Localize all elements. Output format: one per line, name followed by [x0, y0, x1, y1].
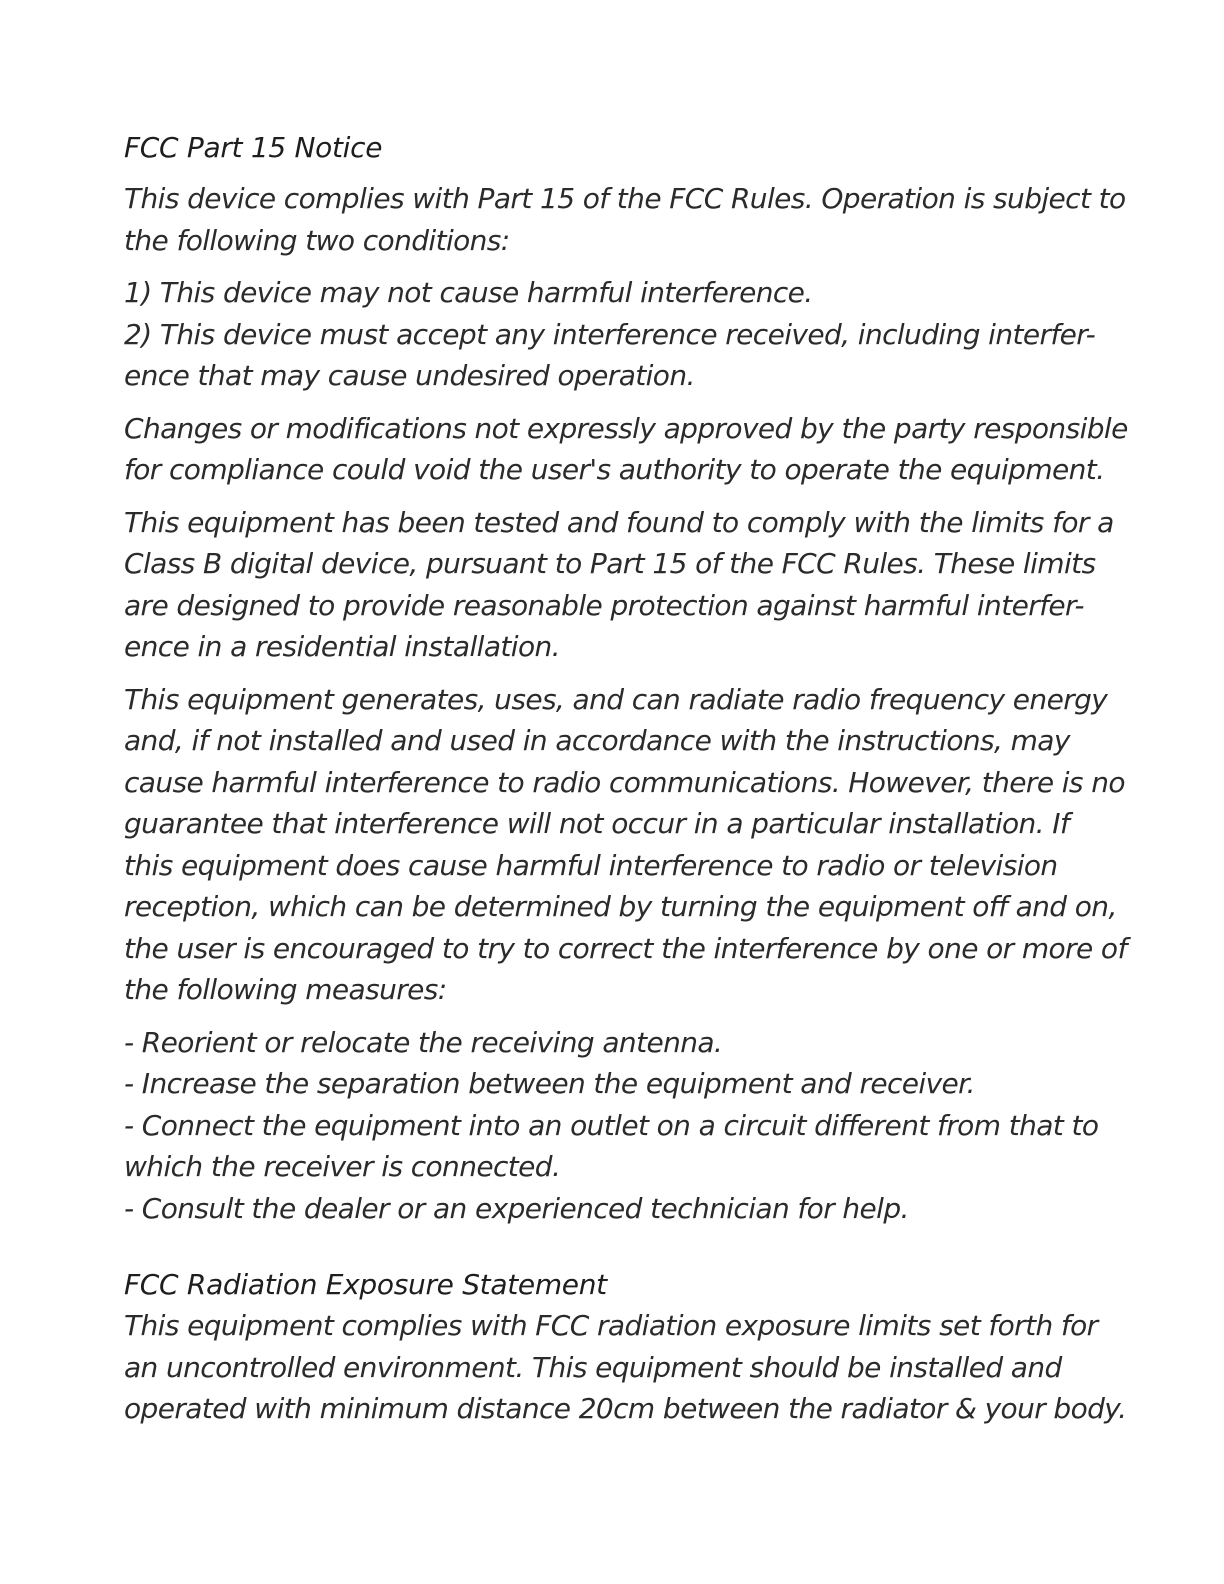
text-line: which the receiver is connected. [124, 1150, 561, 1183]
text-line: the user is encouraged to try to correct the interference by one or more of [124, 931, 1127, 965]
paragraph-radiation-exposure [124, 1305, 1127, 1430]
text-line: ence that may cause undesired operation. [124, 359, 695, 392]
list-item: - Connect the equipment into an outlet on a circuit different from that to [124, 1108, 1099, 1142]
paragraph-measures-list [124, 1022, 1114, 1230]
paragraph-rf-energy [124, 679, 1127, 1011]
text-line: Class B digital device, pursuant to Part 15 of the FCC Rules. These limits [124, 547, 1096, 580]
paragraph-conditions-list [124, 272, 1114, 397]
paragraph-conditions-intro [124, 178, 1126, 261]
text-line: reception, which can be determined by turning the equipment off and on, [124, 890, 1117, 923]
list-item: 1) This device may not cause harmful interference. [124, 276, 813, 309]
text-line: the following two conditions: [124, 223, 510, 257]
text-line: for compliance could void the user's authority to operate the equipment. [124, 453, 1105, 486]
text-line: This equipment generates, uses, and can radiate radio frequency energy [124, 682, 1108, 716]
text-line: cause harmful interference to radio communications. However, there is no [124, 765, 1125, 799]
paragraph-modifications [124, 408, 1128, 491]
text-line: and, if not installed and used in accordance with the instructions, may [124, 724, 1070, 757]
paragraph-class-b [124, 502, 1114, 668]
text-line: Changes or modifications not expressly approved by the party responsible [124, 411, 1128, 445]
text-line: an uncontrolled environment. This equipment should be installed and [124, 1350, 1062, 1384]
text-line: This device complies with Part 15 of the FCC Rules. Operation is subject to [124, 182, 1126, 215]
text-line: are designed to provide reasonable protection against harmful interfer- [124, 588, 1084, 622]
fcc-radiation-section [124, 1265, 1127, 1430]
text-line: This equipment has been tested and found to comply with the limits for a [124, 505, 1114, 539]
list-item: - Increase the separation between the equipment and receiver. [124, 1067, 975, 1100]
section-heading: FCC Radiation Exposure Statement [124, 1268, 607, 1301]
section-heading: FCC Part 15 Notice [124, 131, 383, 164]
list-item: - Consult the dealer or an experienced technician for help. [124, 1191, 909, 1225]
text-line: operated with minimum distance 20cm between the radiator & your body. [124, 1392, 1127, 1425]
text-line: guarantee that interference will not occur in a particular installation. If [124, 807, 1070, 840]
list-item: 2) This device must accept any interference received, including interfer- [124, 317, 1096, 351]
text-line: this equipment does cause harmful interference to radio or television [124, 848, 1058, 882]
fcc-part15-section [124, 128, 1128, 1229]
document-page [124, 128, 1128, 1441]
text-line: the following measures: [124, 973, 447, 1006]
text-line: This equipment complies with FCC radiation exposure limits set forth for [124, 1309, 1098, 1342]
list-item: - Reorient or relocate the receiving antenna. [124, 1025, 723, 1059]
text-line: ence in a residential installation. [124, 630, 560, 663]
